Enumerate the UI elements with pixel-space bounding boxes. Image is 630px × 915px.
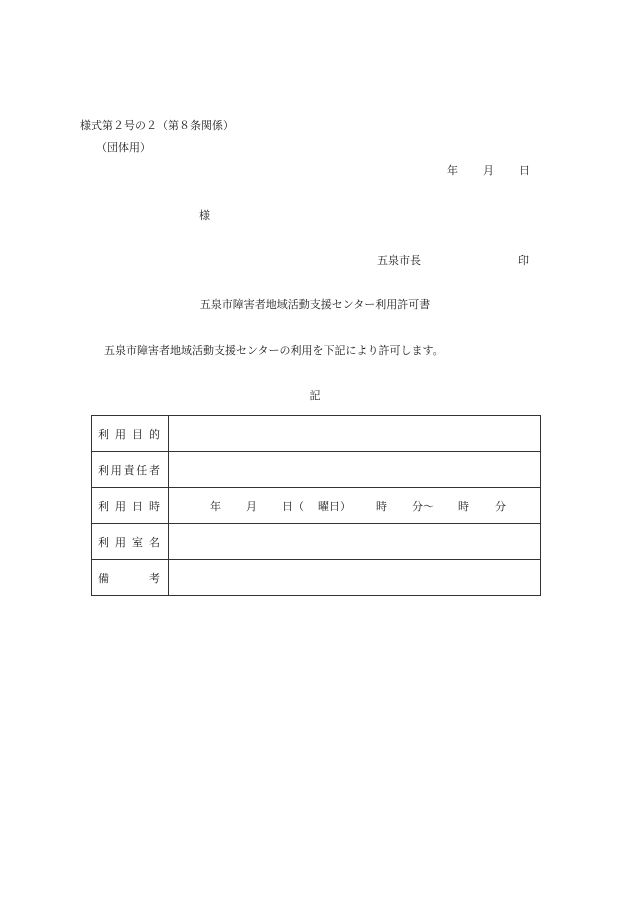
issuer-name: 五泉市長 — [377, 254, 421, 267]
datetime-value — [169, 488, 541, 524]
dt-minute-to: 分 — [495, 500, 506, 513]
group-use-note: （団体用） — [96, 141, 151, 154]
date-year: 年 — [447, 164, 458, 177]
table-row — [92, 416, 541, 452]
purpose-value — [169, 416, 541, 452]
ki-label: 記 — [309, 389, 321, 402]
dt-hour-to: 時 — [458, 500, 469, 513]
dt-weekday: 曜日） — [318, 500, 351, 513]
table-row — [92, 524, 541, 560]
addressee-suffix: 様 — [199, 209, 210, 222]
room-value — [169, 524, 541, 560]
table-row — [92, 488, 541, 524]
room-label — [92, 524, 169, 560]
datetime-label-text: 利 用 日 時 — [98, 499, 160, 513]
dt-day: 日（ — [282, 500, 304, 513]
room-label-text: 利 用 室 名 — [98, 535, 160, 549]
datetime-label — [92, 488, 169, 524]
notes-value — [169, 560, 541, 596]
seal-mark: 印 — [518, 254, 529, 267]
date-month: 月 — [483, 164, 494, 177]
date-day: 日 — [519, 164, 530, 177]
manager-label-text: 利 用 責 任 者 — [98, 463, 160, 477]
dt-year: 年 — [210, 500, 221, 513]
form-number: 様式第２号の２（第８条関係） — [80, 119, 234, 132]
purpose-label-text: 利 用 目 的 — [98, 427, 160, 441]
manager-value — [169, 452, 541, 488]
dt-month: 月 — [246, 500, 257, 513]
detail-table — [91, 415, 541, 596]
document-title: 五泉市障害者地域活動支援センター利用許可書 — [199, 298, 431, 311]
dt-hour-from: 時 — [376, 500, 387, 513]
table-row — [92, 452, 541, 488]
manager-label — [92, 452, 169, 488]
notes-label-text: 備 考 — [98, 571, 160, 585]
body-text: 五泉市障害者地域活動支援センターの利用を下記により許可します。 — [104, 344, 444, 357]
purpose-label — [92, 416, 169, 452]
table-row — [92, 560, 541, 596]
notes-label — [92, 560, 169, 596]
dt-minute-from: 分～ — [412, 500, 434, 513]
